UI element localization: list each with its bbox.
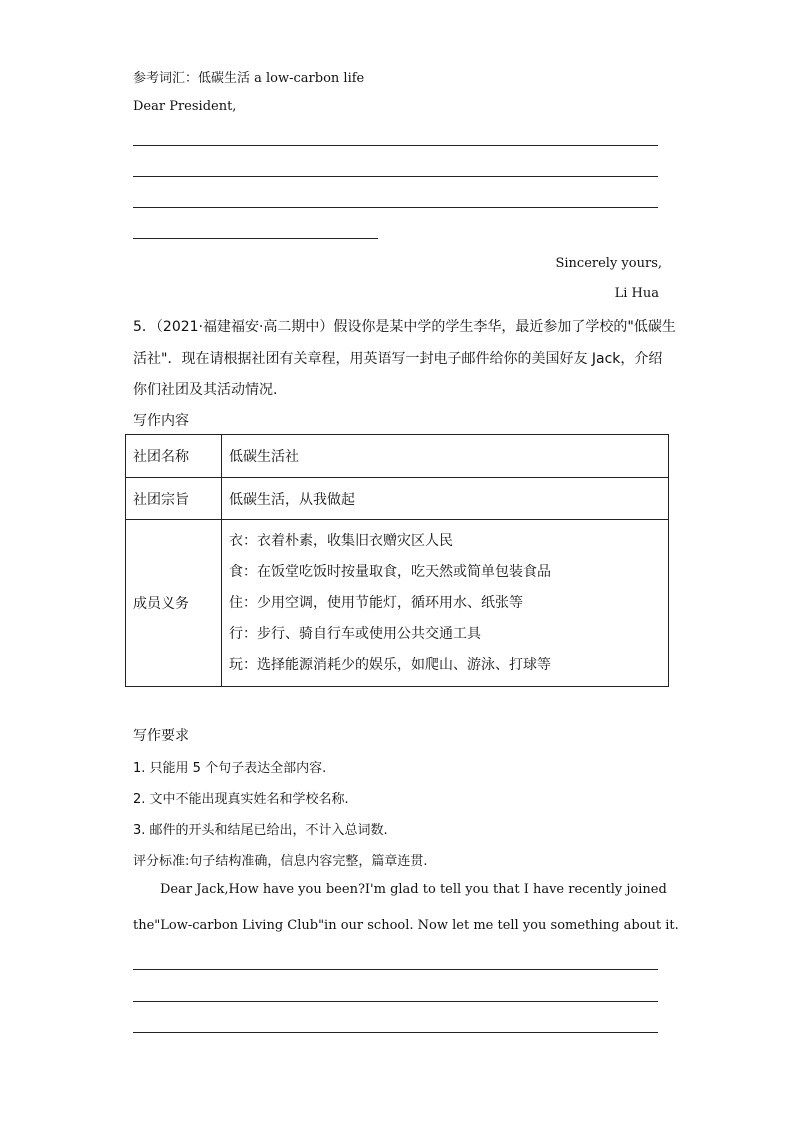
writing-content-title: 写作内容 <box>133 413 189 429</box>
writing-line <box>133 1001 658 1002</box>
table-cell-key: 社团宗旨 <box>126 478 222 520</box>
reference-vocab: 参考词汇：低碳生活 a low-carbon life <box>133 71 365 86</box>
requirement-item: 3. 邮件的开头和结尾已给出，不计入总词数. <box>133 823 388 838</box>
duty-item: 食：在饭堂吃饭时按量取食，吃天然或简单包装食品 <box>229 563 551 580</box>
question5-prompt-line2: 活社"．现在请根据社团有关章程，用英语写一封电子邮件给你的美国好友 Jack，介绍 <box>133 351 663 367</box>
duty-item: 玩：选择能源消耗少的娱乐，如爬山、游泳、打球等 <box>229 656 551 673</box>
requirement-item: 1. 只能用 5 个句子表达全部内容. <box>133 761 327 776</box>
table-row <box>126 520 669 687</box>
table-cell-key: 成员义务 <box>126 520 222 687</box>
table-row <box>126 435 669 478</box>
letter1-salutation: Dear President, <box>133 99 237 114</box>
letter2-line1: Dear Jack,How have you been?I'm glad to tell you that I have recently joined <box>160 882 667 897</box>
requirement-item: 2. 文中不能出现真实姓名和学校名称. <box>133 792 349 807</box>
writing-line-short <box>133 238 378 239</box>
letter2-line2: the"Low-carbon Living Club"in our school. Now let me tell you something about it. <box>133 918 679 933</box>
letter1-closing: Sincerely yours, <box>555 256 662 271</box>
table-cell-value: 低碳生活社 <box>222 435 669 478</box>
question5-prompt-line3: 你们社团及其活动情况. <box>133 382 278 398</box>
table-cell-value: 低碳生活，从我做起 <box>222 478 669 520</box>
writing-line <box>133 1032 658 1033</box>
duty-item: 行：步行、骑自行车或使用公共交通工具 <box>229 625 481 642</box>
table-row <box>126 478 669 520</box>
club-info-table <box>125 434 669 687</box>
writing-line <box>133 207 658 208</box>
question5-prompt-line1: 5．（2021·福建福安·高二期中）假设你是某中学的学生李华，最近参加了学校的"低碳生 <box>133 319 676 335</box>
writing-line <box>133 176 658 177</box>
scoring-criteria: 评分标准:句子结构准确，信息内容完整，篇章连贯. <box>133 854 428 869</box>
writing-line <box>133 969 658 970</box>
duty-item: 衣：衣着朴素，收集旧衣赠灾区人民 <box>229 532 453 549</box>
writing-line <box>133 145 658 146</box>
requirements-title: 写作要求 <box>133 728 189 744</box>
table-cell-key: 社团名称 <box>126 435 222 478</box>
letter1-signature: Li Hua <box>614 286 659 301</box>
duties-cell <box>222 520 669 687</box>
duty-item: 住：少用空调，使用节能灯，循环用水、纸张等 <box>229 594 523 611</box>
